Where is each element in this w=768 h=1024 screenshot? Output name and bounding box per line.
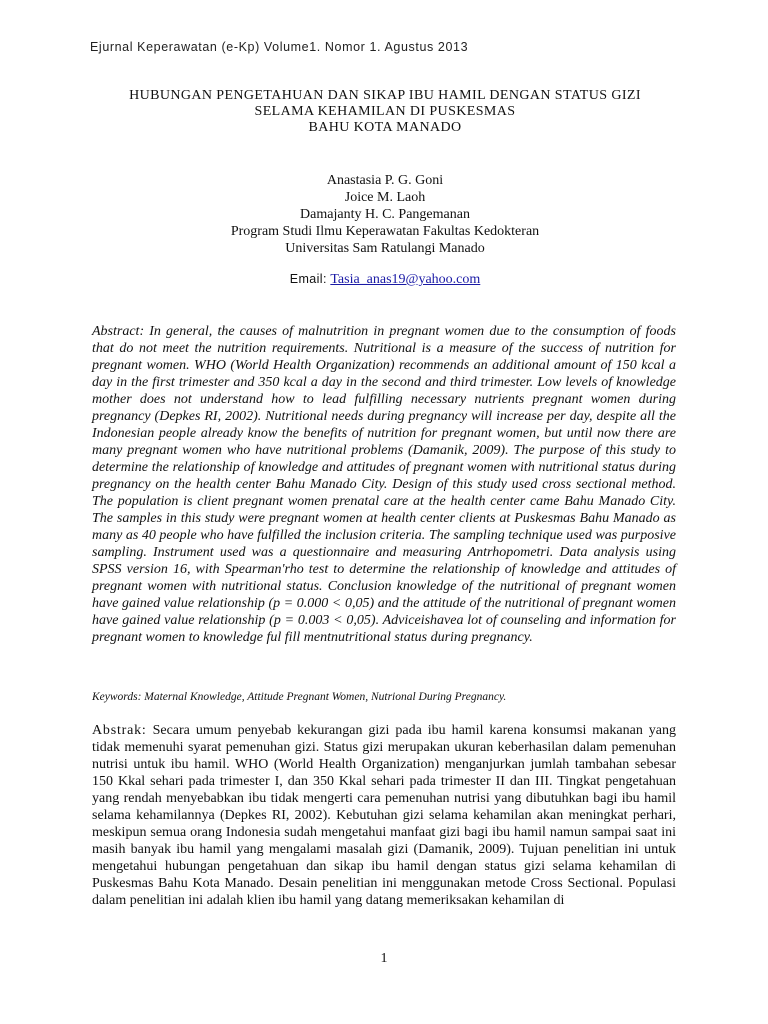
abstrak-label: Abstrak: bbox=[92, 723, 147, 738]
title-line-1: HUBUNGAN PENGETAHUAN DAN SIKAP IBU HAMIL DENGAN STATUS GIZI bbox=[129, 88, 641, 103]
author-block bbox=[90, 172, 680, 257]
author-university: Universitas Sam Ratulangi Manado bbox=[285, 241, 485, 256]
page-number: 1 bbox=[380, 951, 388, 966]
abstract-english: Abstract: In general, the causes of malnutrition in pregnant women due to the consumption of foods that do not meet the nutrition requirements. Nutritional is a measure of the success of nutrition for pregnant women. WHO (World Health Organization) recommends an additional amount of 150 kcal a day in the first trimester and 350 kcal a day in the second and third trimester. Low levels of knowledge mother does not understand how to lead fulfilling necessary nutrients pregnant women during pregnancy (Depkes RI, 2002). Nutritional needs during pregnancy will increase per day, despite all the Indonesian people already know the benefits of nutrition for pregnant women, but until now there are many pregnant women who have nutritional problems (Damanik, 2009). The purpose of this study to determine the relationship of knowledge and attitudes of pregnant women with nutritional status during pregnancy on the health center Bahu Manado City. Design of this study used cross sectional method. The population is client pregnant women prenatal care at the health center came Bahu Manado City. The samples in this study were pregnant women at health center clients at Puskesmas Bahu Manado as many as 40 people who have fulfilled the inclusion criteria. The sampling technique used was purposive sampling. Instrument used was a questionnaire and measuring Antrhopometri. Data analysis using SPSS version 16, with Spearman'rho test to determine the relationship of knowledge and attitudes of pregnant women with nutritional status. Conclusion knowledge of the nutritional of pregnant women have gained value relationship (p = 0.000 < 0,05) and the attitude of the nutritional of pregnant women have gained value relationship (p = 0.003 < 0,05). Adviceishavea lot of counseling and information for pregnant women to knowledge ful fill mentnutritional status during pregnancy. bbox=[92, 324, 676, 645]
keywords: Keywords: Maternal Knowledge, Attitude Pregnant Women, Nutrional During Pregnancy. bbox=[92, 691, 507, 703]
title-line-3: BAHU KOTA MANADO bbox=[308, 120, 462, 135]
email-label: Email: bbox=[289, 272, 327, 286]
title-line-2: SELAMA KEHAMILAN DI PUSKESMAS bbox=[254, 104, 516, 119]
paper-title bbox=[90, 88, 680, 136]
journal-header: Ejurnal Keperawatan (e-Kp) Volume1. Nomor 1. Agustus 2013 bbox=[90, 40, 469, 54]
author-name: Damajanty H. C. Pangemanan bbox=[300, 207, 470, 222]
abstract-indonesian bbox=[92, 722, 676, 909]
author-name: Joice M. Laoh bbox=[344, 190, 426, 205]
author-name: Anastasia P. G. Goni bbox=[326, 173, 444, 188]
author-program: Program Studi Ilmu Keperawatan Fakultas Kedokteran bbox=[230, 224, 540, 239]
email-link[interactable]: Tasia_anas19@yahoo.com bbox=[330, 272, 481, 287]
abstrak-text: Secara umum penyebab kekurangan gizi pada ibu hamil karena konsumsi makanan yang tidak memenuhi syarat pemenuhan gizi. Status gizi merupakan ukuran keberhasilan dalam pemenuhan nutrisi untuk ibu hamil. WHO (World Health Organization) menganjurkan jumlah tambahan sebesar 150 Kkal sehari pada trimester I, dan 350 Kkal sehari pada trimester II dan III. Tingkat pengetahuan yang rendah menyebabkan ibu tidak mengerti cara pemenuhan nutrisi yang dibutuhkan bagi ibu hamil selama kehamilannya (Depkes RI, 2002). Kebutuhan gizi selama kehamilan akan meningkat perhari, meskipun semua orang Indonesia sudah mengetahui manfaat gizi bagi ibu hamil namun sampai saat ini masih banyak ibu hamil yang mengalami masalah gizi (Damanik, 2009). Tujuan penelitian ini untuk mengetahui hubungan pengetahuan dan sikap ibu hamil dengan status gizi selama kehamilan di Puskesmas Bahu Kota Manado. Desain penelitian ini menggunakan metode Cross Sectional. Populasi dalam penelitian ini adalah klien ibu hamil yang datang memeriksakan kehamilan di bbox=[92, 723, 676, 908]
email-row bbox=[90, 272, 680, 288]
